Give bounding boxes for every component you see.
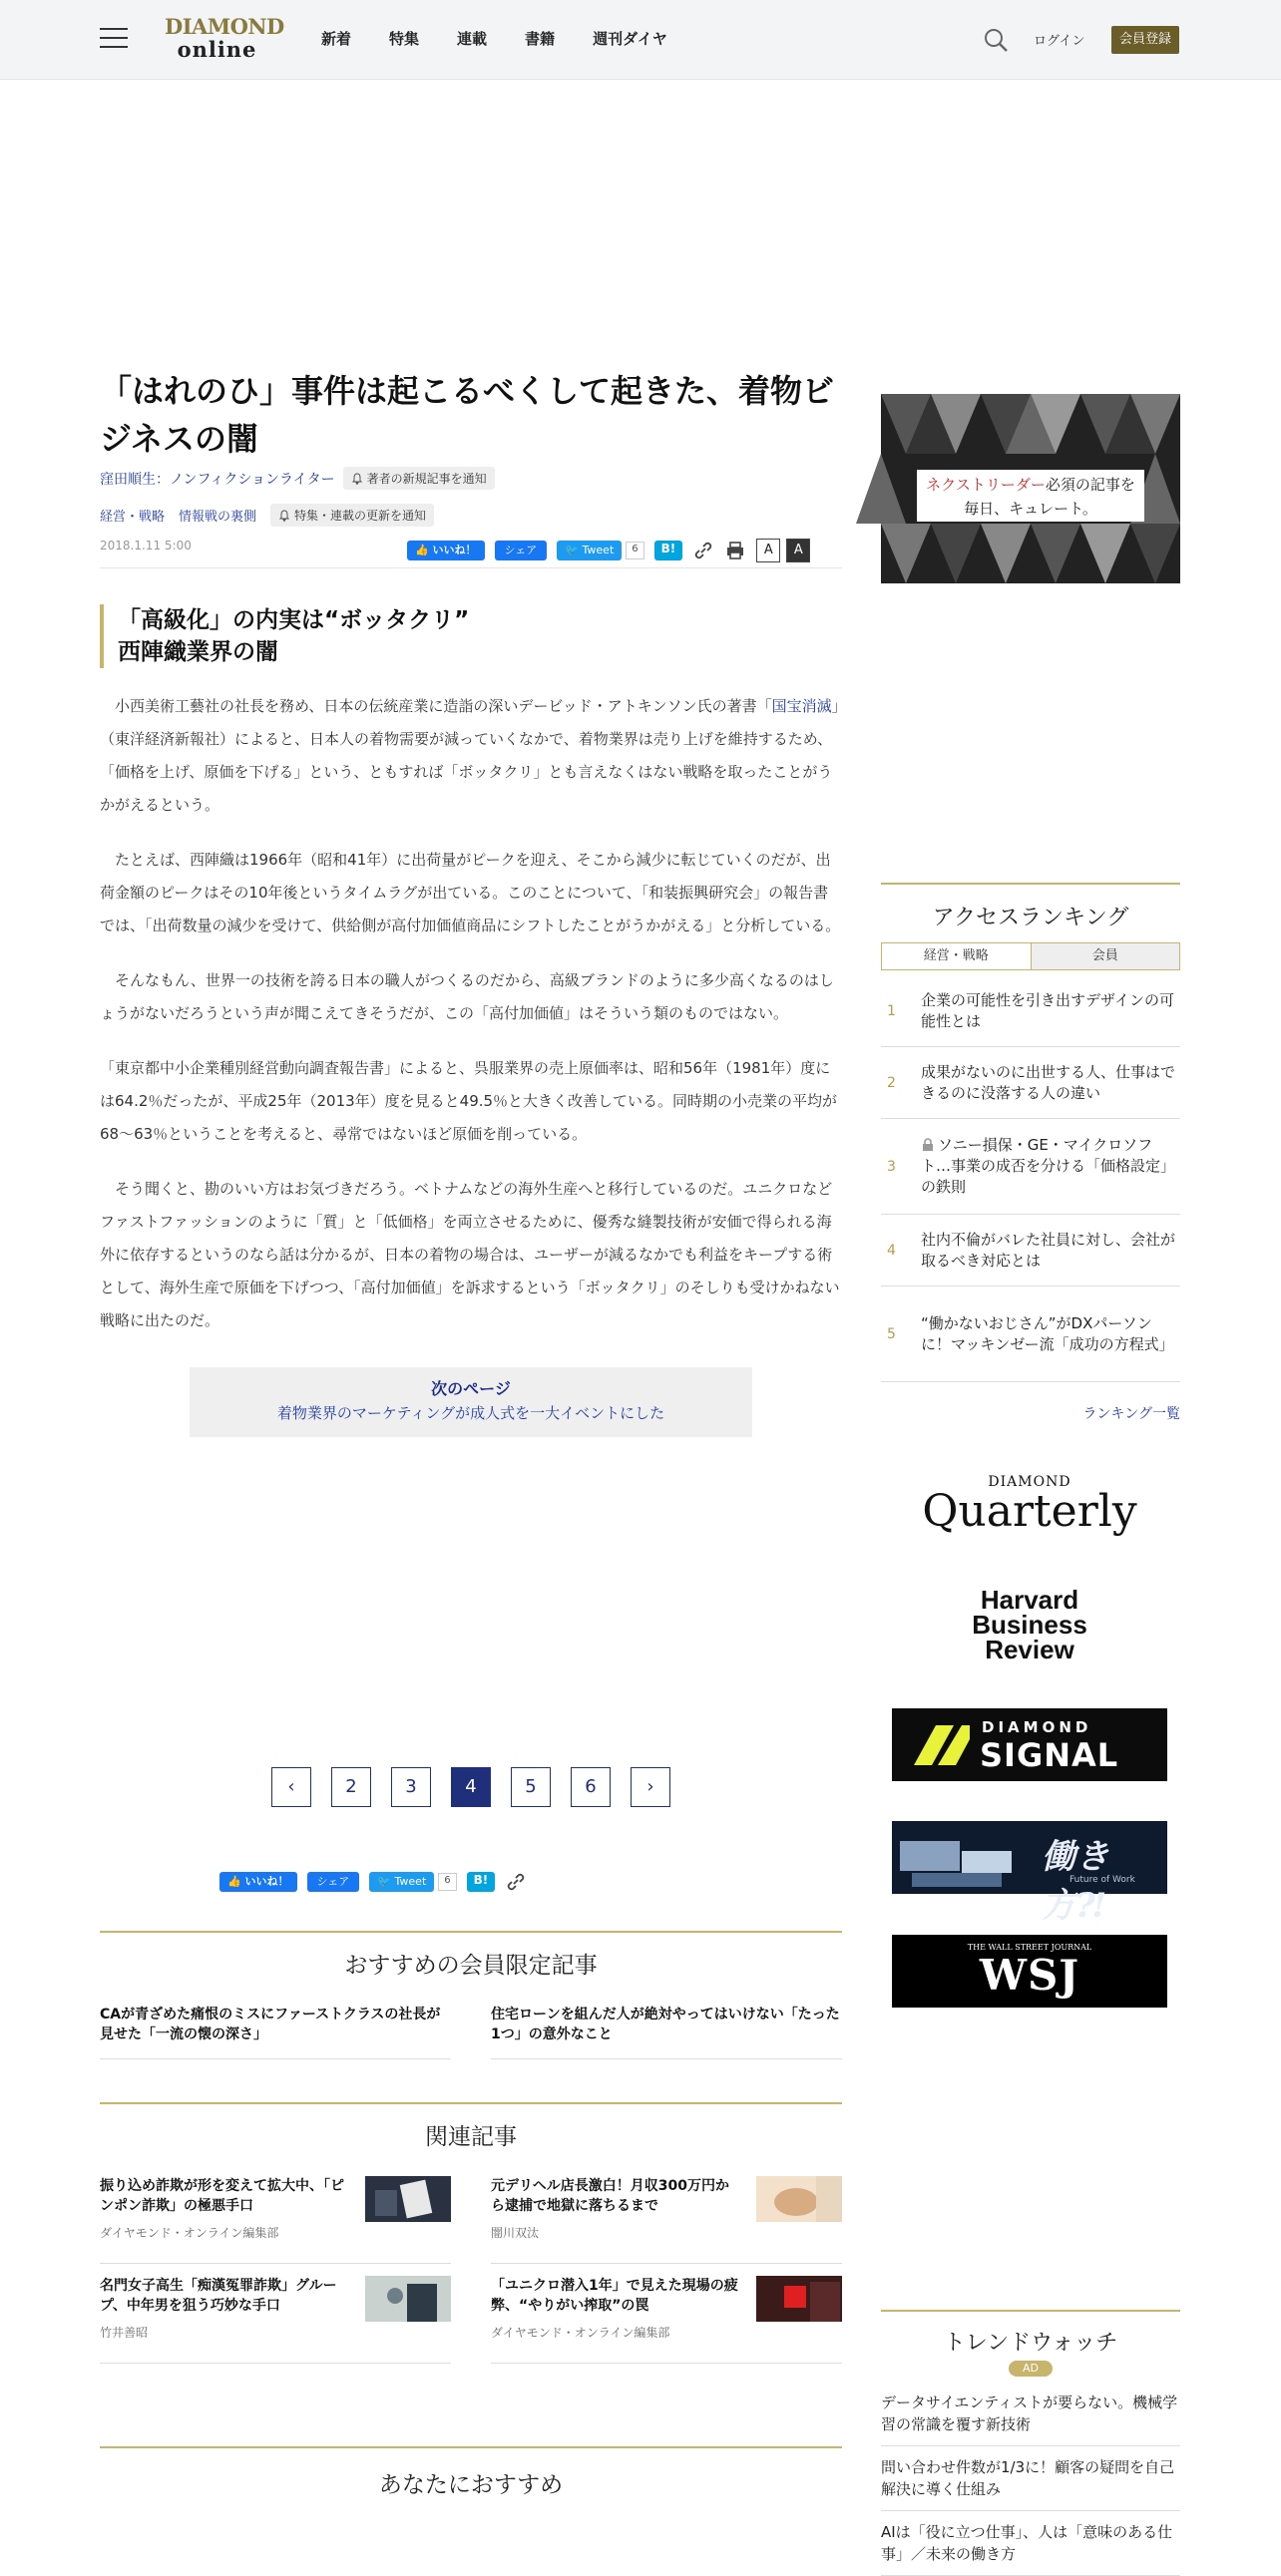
related-item[interactable]: 名門女子高生「痴漢冤罪詐欺」グループ、中年男を狙う巧妙な手口 竹井善昭: [100, 2264, 451, 2364]
book-link[interactable]: 国宝消滅: [771, 697, 832, 715]
ranking-item[interactable]: 4 社内不倫がバレた社員に対し、会社が取るべき対応とは: [881, 1215, 1180, 1287]
link-icon[interactable]: [692, 540, 714, 561]
facebook-like-button[interactable]: 👍 いいね！: [219, 1872, 297, 1892]
nav-item-new[interactable]: 新着: [321, 30, 352, 48]
tweet-button[interactable]: 🐦 Tweet: [557, 541, 622, 560]
ranking-title: アクセスランキング: [881, 883, 1180, 942]
related-item[interactable]: 「ユニクロ潜入1年」で見えた現場の疲弊、“やりがい搾取”の罠 ダイヤモンド・オンライン編集部: [491, 2264, 842, 2364]
recommended-item[interactable]: CAが青ざめた痛恨のミスにファーストクラスの社長が見せた「一流の懐の深さ」: [100, 1993, 451, 2059]
hatena-bookmark-button[interactable]: B!: [654, 541, 683, 560]
category-link[interactable]: 情報戦の裏側: [179, 510, 257, 525]
font-size-large-button[interactable]: A: [786, 539, 810, 562]
nav-item-weekly[interactable]: 週刊ダイヤ: [593, 30, 667, 48]
lock-icon: [921, 1138, 935, 1152]
nav-item-feature[interactable]: 特集: [389, 30, 420, 48]
thumbnail-image: [365, 2176, 451, 2222]
paragraph: たとえば、西陣織は1966年（昭和41年）に出荷量がピークを迎え、そこから減少に転じていくのだが、出荷金額のピークはその10年後というタイムラグが出ている。このことについて、「和装振興研究会」の報告書では、「出荷数量の減少を受けて、供給側が高付加価値商品にシフトしたことがうかがえる」と分析している。: [100, 851, 841, 934]
hatena-bookmark-button[interactable]: B!: [467, 1872, 496, 1892]
paragraph: そんなもん、世界一の技術を誇る日本の職人がつくるのだから、高級ブランドのように多少高くなるのはしょうがないだろうという声が聞こえてきそうだが、この「高付加価値」はそういう類のものではない。: [100, 971, 834, 1022]
trend-item[interactable]: AIは「役に立つ仕事」、人は「意味のある仕事」／未来の働き方: [881, 2511, 1180, 2576]
rank-number: 5: [887, 1325, 896, 1342]
author-row: [100, 467, 842, 490]
related-item[interactable]: 元デリヘル店長激白！月収300万円から逮捕で地獄に落ちるまで 闇川双汰: [491, 2164, 842, 2264]
facebook-share-button[interactable]: シェア: [307, 1872, 360, 1892]
series-notify-button[interactable]: 特集・連載の更新を通知: [270, 504, 434, 527]
site-header: [0, 0, 1281, 80]
diamond-quarterly-logo[interactable]: DIAMOND Quarterly: [922, 1474, 1137, 1537]
page-button[interactable]: 3: [391, 1767, 431, 1807]
link-icon[interactable]: [505, 1871, 527, 1893]
signal-mark-icon: [914, 1725, 970, 1765]
rank-number: 4: [887, 1242, 896, 1259]
rank-number: 1: [887, 1002, 896, 1019]
paragraph: そう聞くと、勘のいい方はお気づきだろう。ベトナムなどの海外生産へと移行しているのだ。ユニクロなどファストファッションのように「質」と「低価格」を両立させるために、優秀な縫製技術が安価で得られる海外に依存するというのなら話は分かるが、日本の着物の場合は、ユーザーが減るなかでも利益をキープする術として、海外生産で原価を下げつつ、「高付加価値」を訴求するという「ボッタクリ」のそしりも受けかねない戦略に出たのだ。: [100, 1180, 840, 1329]
section-heading: 「高級化」の内実は“ボッタクリ” 西陣織業界の闇: [100, 604, 842, 668]
tweet-count: 6: [626, 542, 643, 559]
author-notify-button[interactable]: 著者の新規記事を通知: [343, 467, 495, 490]
next-page-button[interactable]: ›: [631, 1767, 670, 1807]
thumbnail-image: [756, 2276, 842, 2322]
pagination: [100, 1767, 842, 1807]
prev-page-button[interactable]: ‹: [271, 1767, 311, 1807]
author-link[interactable]: 窪田順生：ノンフィクションライター: [100, 471, 335, 488]
recommended-section: [100, 1931, 842, 2059]
tweet-button[interactable]: 🐦 Tweet: [369, 1872, 434, 1892]
category-link[interactable]: 経営・戦略: [100, 510, 166, 525]
bell-icon: [278, 510, 290, 522]
related-section: [100, 2102, 842, 2364]
ad-badge: AD: [1009, 2361, 1053, 2377]
wsj-logo[interactable]: THE WALL STREET JOURNAL WSJ: [892, 1935, 1167, 2008]
thumbnail-image: [756, 2176, 842, 2222]
section-title: おすすめの会員限定記事: [344, 1953, 598, 1979]
print-icon[interactable]: [724, 540, 746, 561]
trend-item[interactable]: データサイエンティストが要らない。機械学習の常識を覆す新技術: [881, 2382, 1180, 2446]
tab-business[interactable]: 経営・戦略: [923, 948, 989, 963]
ranking-list: [881, 975, 1180, 1382]
ranking-item[interactable]: 2 成果がないのに出世する人、仕事はできるのに没落する人の違い: [881, 1047, 1180, 1119]
article-title: 「はれのひ」事件は起こるべくして起きた、着物ビジネスの闇: [100, 372, 835, 458]
related-item[interactable]: 振り込め詐欺が形を変えて拡大中、「ピンポン詐欺」の極悪手口 ダイヤモンド・オンライン編集部: [100, 2164, 451, 2264]
menu-icon[interactable]: [100, 28, 128, 50]
page-button[interactable]: 6: [571, 1767, 611, 1807]
article-main: [100, 359, 842, 1437]
trend-watch-section: トレンドウォッチ AD: [881, 2310, 1180, 2377]
trend-item[interactable]: 問い合わせ件数が1/3に！顧客の疑問を自己解決に導く仕組み: [881, 2446, 1180, 2511]
current-page: 4: [451, 1767, 491, 1807]
harvard-business-review-logo[interactable]: Harvard Business Review: [972, 1585, 1087, 1664]
rank-number: 3: [887, 1158, 896, 1175]
ad-copy: ネクストリーダー必須の記事を 毎日、キュレート。: [917, 470, 1144, 522]
main-nav: [321, 28, 705, 49]
paragraph: 小西美術工藝社の社長を務め、日本の伝統産業に造詣の深いデービッド・アトキンソン氏の著書「国宝消滅」（東洋経済新報社）によると、日本人の着物需要が減っていくなかで、着物業界は売り上げを維持するため、「価格を上げ、原価を下げる」という、ともすれば「ボッタクリ」とも言えなくはない戦略を取ったことがうかがえるという。: [100, 697, 840, 814]
sidebar-ad[interactable]: [881, 394, 1180, 583]
rank-number: 2: [887, 1074, 896, 1091]
your-recommendations-title: あなたにおすすめ: [100, 2446, 842, 2499]
page-button[interactable]: 5: [511, 1767, 551, 1807]
search-icon[interactable]: [983, 27, 1009, 53]
paragraph: 「東京都中小企業種別経営動向調査報告書」によると、呉服業界の売上原価率は、昭和56年（1981年）度には64.2％だったが、平成25年（2013年）度を見ると49.5％と大きく改善している。同時期の小売業の平均が68～63％ということを考えると、尋常ではないほど原価を削っている。: [100, 1059, 838, 1143]
site-logo[interactable]: DIAMOND online: [165, 14, 284, 62]
font-size-small-button[interactable]: A: [756, 539, 780, 562]
publish-date: 2018.1.11 5:00: [100, 539, 192, 552]
future-of-work-banner[interactable]: 働き方⁈ Future of Work: [892, 1821, 1167, 1894]
register-button[interactable]: 会員登録: [1111, 26, 1179, 54]
nav-item-books[interactable]: 書籍: [525, 30, 556, 48]
ranking-item[interactable]: 5 “働かないおじさん”がDXパーソンに！マッキンゼー流「成功の方程式」: [881, 1287, 1180, 1382]
date-share-row: [100, 539, 842, 568]
next-page-link[interactable]: 次のページ 着物業界のマーケティングが成人式を一大イベントにした: [190, 1367, 752, 1437]
tweet-count: 6: [438, 1873, 456, 1891]
ranking-more-link[interactable]: ランキング一覧: [1082, 1406, 1180, 1422]
ranking-tabs: [881, 942, 1180, 970]
sidebar: [881, 394, 1180, 583]
bell-icon: [351, 473, 363, 485]
ranking-item[interactable]: 3 ソニー損保・GE・マイクロソフト…事業の成否を分ける「価格設定」の鉄則: [881, 1119, 1180, 1215]
tab-member[interactable]: 会員: [1031, 943, 1180, 969]
thumbnail-image: [365, 2276, 451, 2322]
facebook-like-button[interactable]: 👍 いいね！: [407, 541, 485, 560]
login-link[interactable]: ログイン: [1034, 34, 1085, 49]
recommended-item[interactable]: 住宅ローンを組んだ人が絶対やってはいけない「たった1つ」の意外なこと: [491, 1993, 842, 2059]
nav-item-series[interactable]: 連載: [457, 30, 488, 48]
trend-list: [881, 2382, 1180, 2576]
facebook-share-button[interactable]: シェア: [495, 541, 548, 560]
share-bar-bottom: [219, 1871, 527, 1893]
category-row: [100, 504, 842, 527]
ranking-item[interactable]: 1 企業の可能性を引き出すデザインの可能性とは: [881, 975, 1180, 1047]
page-button[interactable]: 2: [331, 1767, 371, 1807]
diamond-signal-logo[interactable]: DIAMOND SIGNAL: [892, 1708, 1167, 1781]
section-title: 関連記事: [425, 2124, 517, 2150]
share-bar: [407, 539, 810, 562]
